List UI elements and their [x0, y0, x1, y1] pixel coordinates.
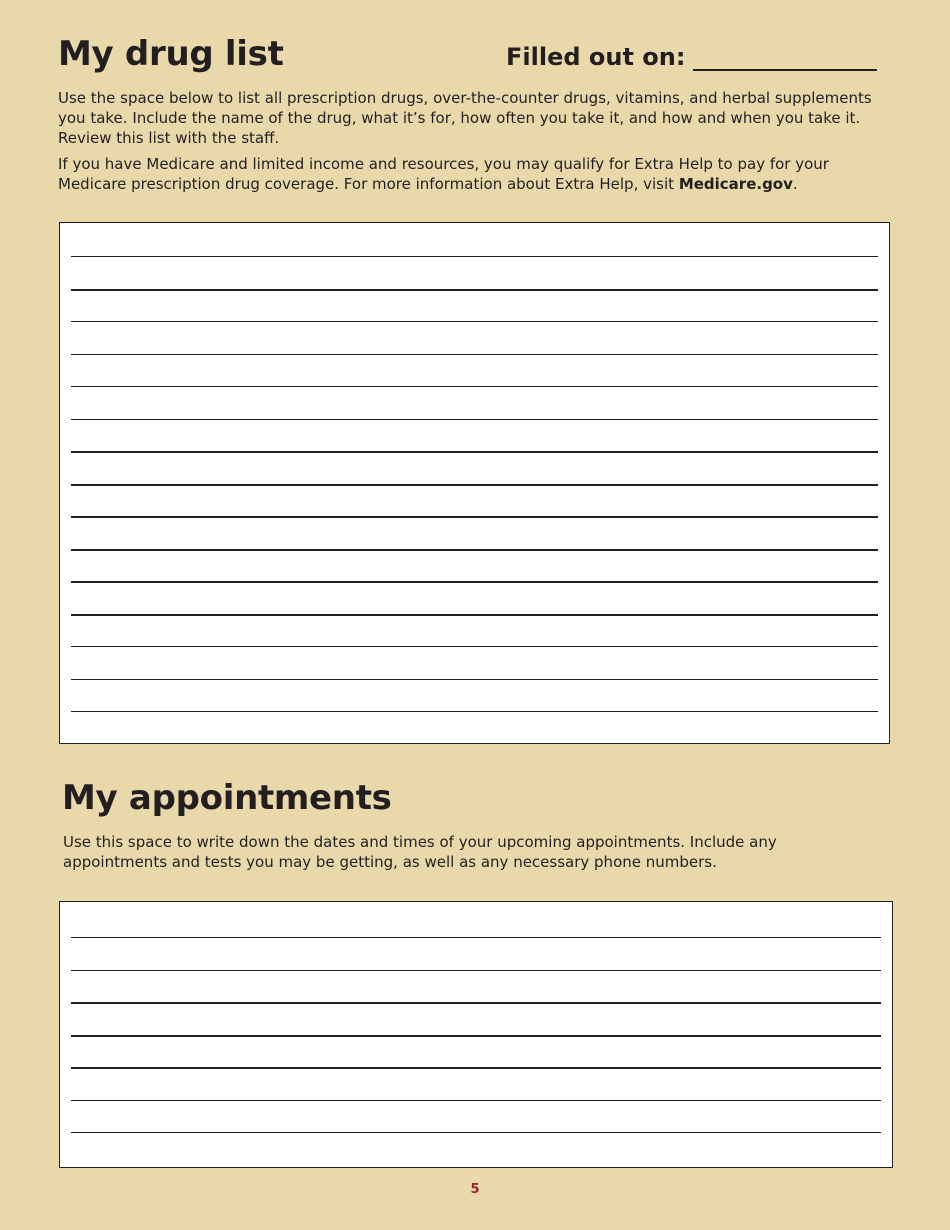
appointments-title: My appointments — [62, 778, 392, 818]
writing-line — [71, 646, 878, 647]
writing-line — [71, 549, 878, 551]
medicare-gov-link: Medicare.gov — [678, 175, 793, 193]
appointments-writing-box[interactable] — [59, 901, 893, 1168]
writing-line — [71, 354, 878, 355]
writing-line — [71, 937, 881, 938]
writing-line — [71, 1132, 881, 1133]
writing-line — [71, 1100, 881, 1101]
extra-help-period: . — [792, 175, 798, 193]
drug-list-writing-box[interactable] — [59, 222, 890, 744]
drug-list-instructions: Use the space below to list all prescription drugs, over-the-counter drugs, vitamins, and herbal supplements you take. Include the name of the drug, what it’s for, how often you take it, and how and when you take it. Review this list with the staff. — [58, 89, 872, 147]
filled-out-on — [506, 43, 877, 71]
filled-out-label: Filled out on: — [506, 43, 686, 71]
writing-line — [71, 484, 878, 486]
writing-line — [71, 581, 878, 583]
writing-line — [71, 711, 878, 712]
writing-line — [71, 321, 878, 322]
writing-line — [71, 1067, 881, 1069]
writing-line — [71, 386, 878, 387]
writing-line — [71, 516, 878, 518]
writing-line — [71, 1035, 881, 1037]
drug-list-title: My drug list — [58, 34, 284, 74]
writing-line — [71, 256, 878, 257]
extra-help-text: If you have Medicare and limited income and resources, you may qualify for Extra Help to pay for your Medicare prescription drug coverage. For more information about Extra Help, visit — [58, 155, 829, 193]
appointments-instructions: Use this space to write down the dates and times of your upcoming appointments. Include any appointments and tests you may be getting, as well as any necessary phone numbers. — [63, 833, 777, 871]
extra-help-paragraph — [58, 154, 878, 194]
writing-line — [71, 970, 881, 971]
page-number: 5 — [470, 1182, 480, 1197]
filled-out-date-blank[interactable] — [693, 47, 877, 71]
writing-line — [71, 614, 878, 616]
writing-line — [71, 1002, 881, 1004]
writing-line — [71, 679, 878, 680]
writing-line — [71, 451, 878, 453]
writing-line — [71, 289, 878, 291]
writing-line — [71, 419, 878, 420]
